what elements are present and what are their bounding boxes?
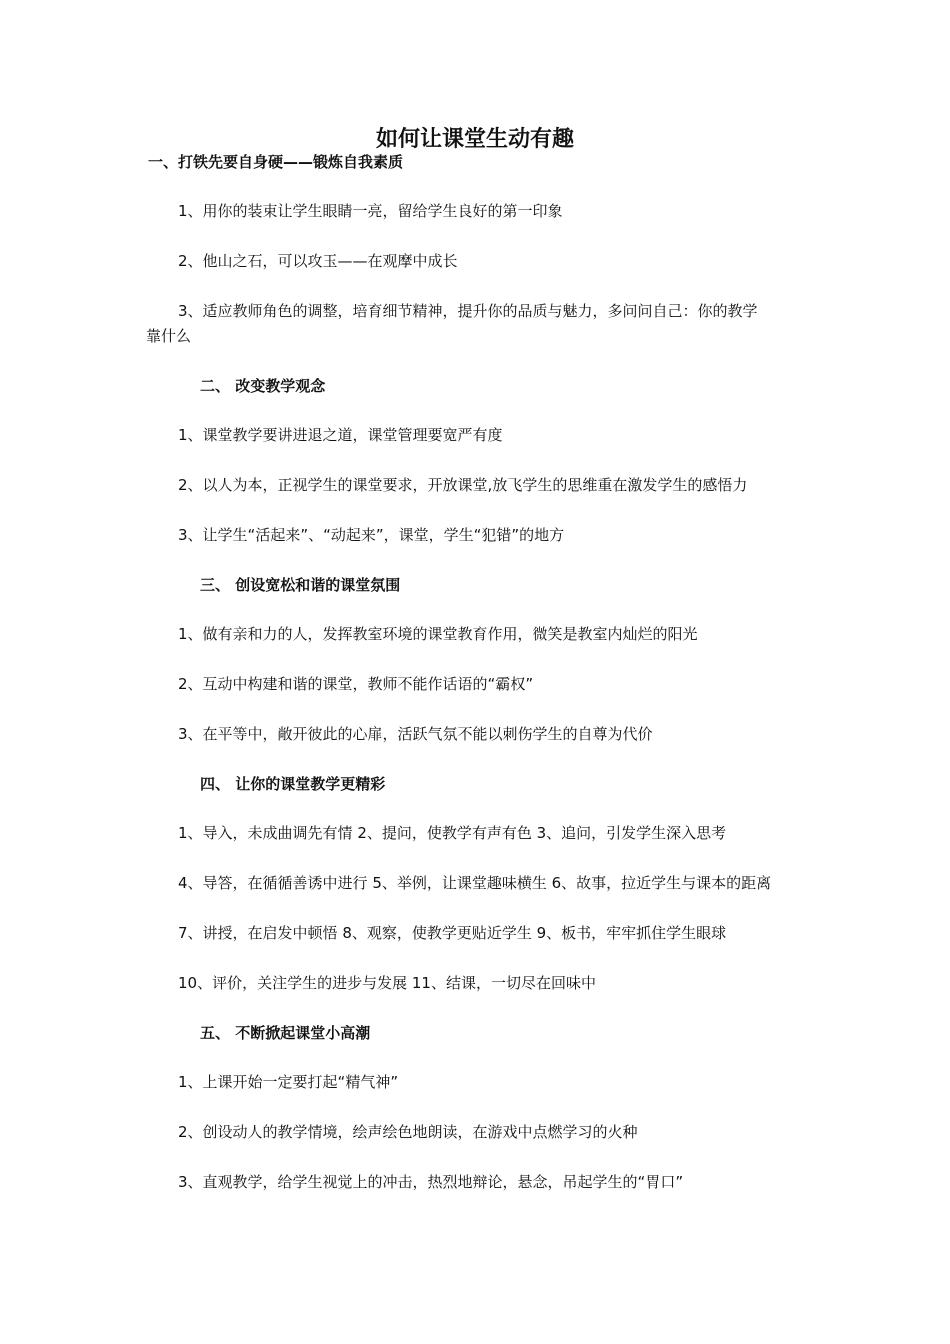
- paragraph: 3、适应教师角色的调整，培育细节精神，提升你的品质与魅力，多问问自己：你的教学: [178, 302, 758, 320]
- paragraph: 1、上课开始一定要打起“精气神”: [178, 1073, 399, 1091]
- paragraph: 1、做有亲和力的人，发挥教室环境的课堂教育作用，微笑是教室内灿烂的阳光: [178, 625, 698, 643]
- paragraph: 2、创设动人的教学情境，绘声绘色地朗读，在游戏中点燃学习的火种: [178, 1123, 638, 1141]
- paragraph: 2、以人为本，正视学生的课堂要求，开放课堂,放飞学生的思维重在激发学生的感悟力: [178, 476, 748, 494]
- paragraph-continuation: 靠什么: [146, 327, 192, 345]
- section-2-heading: 二、 改变教学观念: [200, 377, 326, 395]
- paragraph: 7、讲授，在启发中顿悟 8、观察，使教学更贴近学生 9、板书，牢牢抓住学生眼球: [178, 924, 727, 942]
- paragraph: 3、在平等中，敞开彼此的心扉，活跃气氛不能以刺伤学生的自尊为代价: [178, 725, 653, 743]
- paragraph: 1、课堂教学要讲进退之道，课堂管理要宽严有度: [178, 426, 503, 444]
- paragraph: 3、让学生“活起来”、“动起来”，课堂，学生“犯错”的地方: [178, 526, 565, 544]
- paragraph: 2、互动中构建和谐的课堂，教师不能作话语的“霸权”: [178, 675, 534, 693]
- document-title: 如何让课堂生动有趣: [375, 126, 574, 152]
- paragraph: 3、直观教学，给学生视觉上的冲击，热烈地辩论，悬念，吊起学生的“胃口”: [178, 1173, 684, 1191]
- section-3-heading: 三、 创设宽松和谐的课堂氛围: [200, 576, 401, 594]
- paragraph: 1、用你的装束让学生眼睛一亮，留给学生良好的第一印象: [178, 202, 563, 220]
- paragraph: 2、他山之石，可以攻玉——在观摩中成长: [178, 252, 458, 270]
- section-4-heading: 四、 让你的课堂教学更精彩: [200, 775, 386, 793]
- section-5-heading: 五、 不断掀起课堂小高潮: [200, 1024, 371, 1042]
- section-1-heading: 一、打铁先要自身硬——锻炼自我素质: [148, 153, 404, 171]
- paragraph: 1、导入，未成曲调先有情 2、提问，使教学有声有色 3、追问，引发学生深入思考: [178, 824, 727, 842]
- paragraph: 4、导答，在循循善诱中进行 5、举例，让课堂趣味横生 6、故事，拉近学生与课本的距离: [178, 874, 772, 892]
- paragraph: 10、评价，关注学生的进步与发展 11、结课，一切尽在回味中: [178, 974, 596, 992]
